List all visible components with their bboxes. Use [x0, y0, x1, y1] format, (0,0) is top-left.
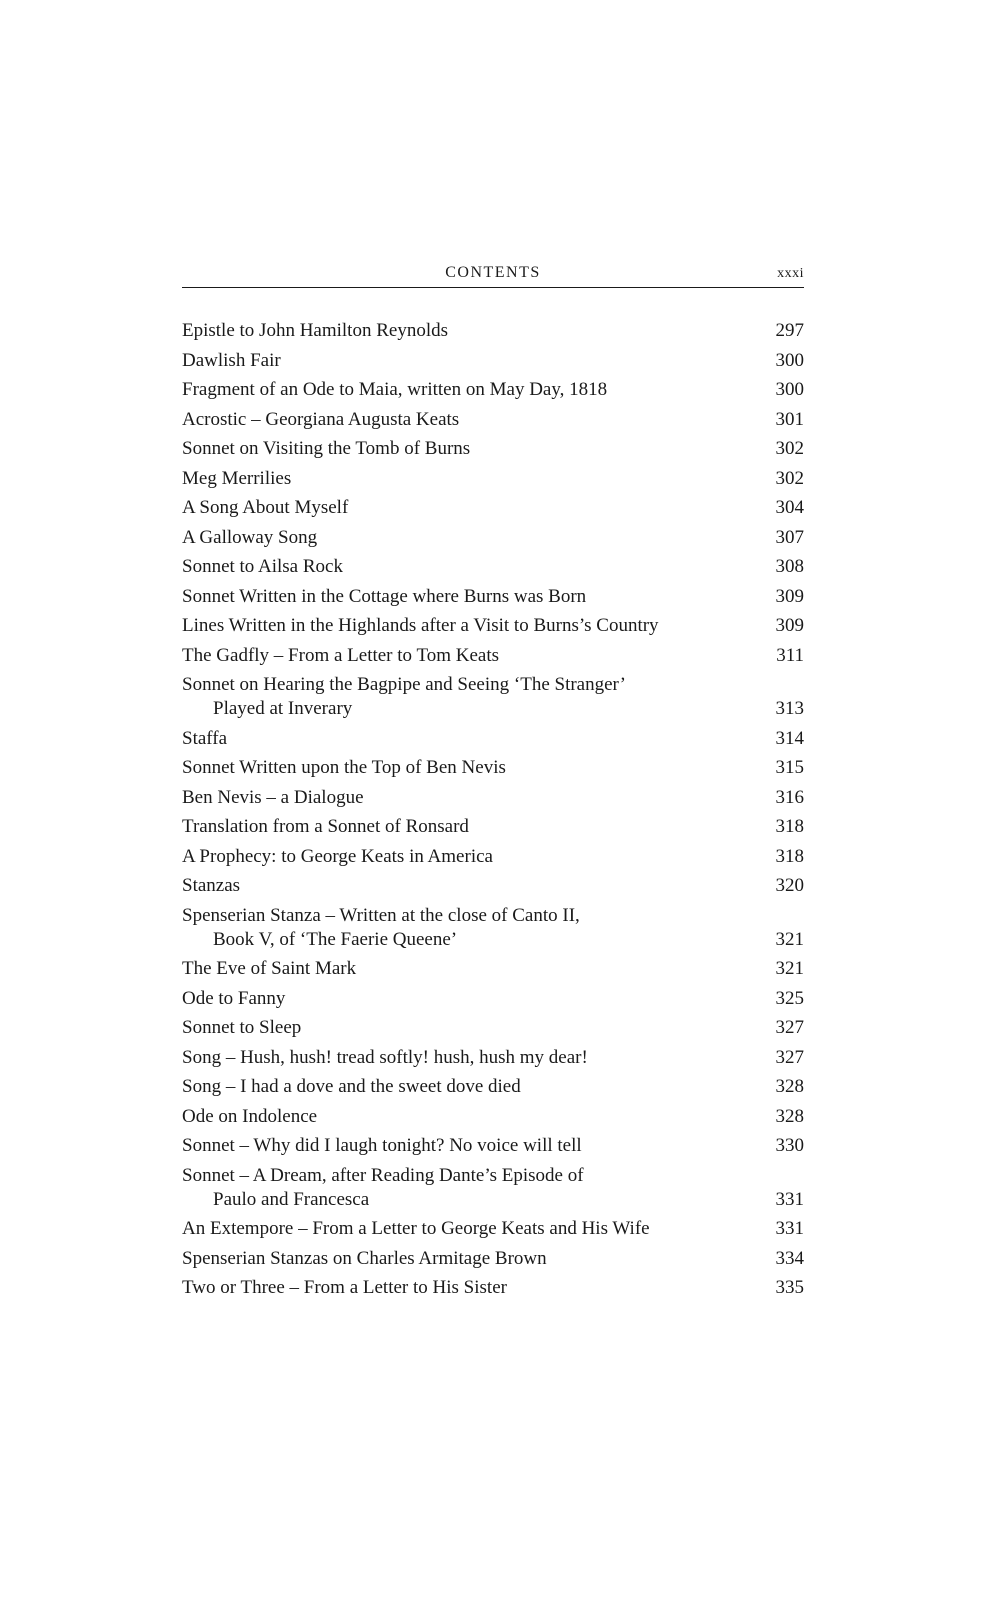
contents-entry [182, 673, 804, 721]
entry-title [182, 644, 804, 668]
entry-title [182, 526, 804, 550]
entry-title-line: Staffa [182, 727, 228, 749]
contents-entry [182, 987, 804, 1011]
entry-page-number: 301 [775, 408, 804, 430]
entry-page-number: 316 [775, 786, 804, 808]
entry-page-number: 314 [775, 727, 804, 749]
entry-title [182, 874, 804, 898]
entry-title-line: Sonnet on Visiting the Tomb of Burns [182, 438, 471, 459]
entry-page-number: 315 [775, 757, 804, 778]
entry-title-line: Fragment of an Ode to Maia, written on May Day, 1818 [182, 379, 608, 400]
entry-page-number: 308 [775, 556, 804, 577]
entry-title [182, 1247, 804, 1271]
contents-entry [182, 555, 804, 579]
entry-page-number: 320 [775, 875, 804, 896]
contents-entry [182, 467, 804, 491]
entry-title [182, 1105, 804, 1129]
entry-page-number: 331 [775, 1188, 804, 1210]
contents-entry [182, 408, 804, 432]
entry-page-number: 327 [775, 1046, 804, 1068]
entry-title-line: A Prophecy: to George Keats in America [182, 845, 493, 867]
entry-title [182, 496, 804, 520]
contents-entry [182, 1075, 804, 1099]
running-head [182, 264, 804, 288]
entry-title [182, 378, 804, 402]
contents-entry [182, 1217, 804, 1241]
entry-title-line: Translation from a Sonnet of Ronsard [182, 816, 469, 837]
entry-title [182, 437, 804, 461]
entry-title-line: An Extempore – From a Letter to George Keats and His Wife [182, 1218, 650, 1239]
contents-entry [182, 845, 804, 869]
entry-title-line: Acrostic – Georgiana Augusta Keats [182, 408, 460, 430]
entry-title [182, 1134, 804, 1158]
contents-entry [182, 874, 804, 898]
entry-title-continuation: Book V, of ‘The Faerie Queene’ [213, 928, 458, 950]
entry-page-number: 304 [775, 497, 804, 518]
entry-title [182, 1164, 804, 1212]
entry-title-continuation: Played at Inverary [213, 698, 353, 719]
entry-page-number: 297 [775, 320, 804, 341]
entry-title-line: Sonnet to Sleep [182, 1017, 302, 1038]
contents-entry [182, 585, 804, 609]
entry-page-number: 302 [775, 467, 804, 489]
entry-title-line: The Gadfly – From a Letter to Tom Keats [182, 644, 500, 666]
entry-page-number: 309 [775, 585, 804, 607]
entry-title [182, 786, 804, 810]
entry-title-line: Lines Written in the Highlands after a Visit to Burns’s Country [182, 615, 659, 636]
contents-list [182, 319, 804, 1306]
entry-title [182, 1016, 804, 1040]
entry-page-number: 325 [775, 987, 804, 1009]
entry-title-line: Spenserian Stanza – Written at the close of Canto II, [182, 904, 580, 926]
entry-title [182, 319, 804, 343]
entry-title-line: Sonnet to Ailsa Rock [182, 556, 343, 577]
entry-title-line: Sonnet on Hearing the Bagpipe and Seeing ‘The Stranger’ [182, 674, 626, 695]
entry-page-number: 300 [775, 349, 804, 371]
entry-title [182, 1217, 804, 1241]
contents-entry [182, 957, 804, 981]
entry-page-number: 321 [775, 958, 804, 979]
entry-title-line: Ode on Indolence [182, 1105, 318, 1127]
contents-entry [182, 1247, 804, 1271]
entry-title [182, 756, 804, 780]
entry-page-number: 300 [775, 379, 804, 400]
entry-title-line: Spenserian Stanzas on Charles Armitage Brown [182, 1247, 547, 1269]
entry-page-number: 318 [775, 816, 804, 837]
entry-title-line: Song – I had a dove and the sweet dove died [182, 1076, 521, 1097]
entry-title-line: The Eve of Saint Mark [182, 958, 357, 979]
entry-title [182, 673, 804, 721]
entry-title [182, 727, 804, 751]
entry-title-line: Ben Nevis – a Dialogue [182, 786, 364, 808]
contents-entry [182, 756, 804, 780]
entry-title-line: Sonnet Written upon the Top of Ben Nevis [182, 757, 506, 778]
contents-entry [182, 815, 804, 839]
entry-title [182, 585, 804, 609]
entry-title [182, 555, 804, 579]
entry-page-number: 313 [775, 698, 804, 719]
entry-title-line: A Song About Myself [182, 497, 349, 518]
entry-title [182, 408, 804, 432]
contents-entry [182, 614, 804, 638]
contents-entry [182, 1134, 804, 1158]
entry-title [182, 349, 804, 373]
entry-title [182, 1075, 804, 1099]
contents-entry [182, 727, 804, 751]
entry-title [182, 467, 804, 491]
entry-page-number: 331 [775, 1218, 804, 1239]
entry-title-line: Two or Three – From a Letter to His Sister [182, 1277, 507, 1298]
contents-entry [182, 349, 804, 373]
header-rule [182, 287, 804, 288]
entry-page-number: 328 [775, 1076, 804, 1097]
running-title: CONTENTS [445, 264, 541, 281]
entry-page-number: 327 [775, 1017, 804, 1038]
entry-title-line: Epistle to John Hamilton Reynolds [182, 320, 448, 341]
entry-title [182, 815, 804, 839]
entry-title-line: A Galloway Song [182, 526, 318, 548]
contents-entry [182, 1016, 804, 1040]
entry-title [182, 904, 804, 952]
entry-page-number: 307 [775, 526, 804, 548]
entry-title [182, 845, 804, 869]
contents-entry [182, 1105, 804, 1129]
contents-entry [182, 319, 804, 343]
contents-entry [182, 786, 804, 810]
entry-title-line: Stanzas [182, 875, 241, 896]
entry-page-number: 330 [775, 1135, 804, 1156]
entry-title-line: Sonnet – A Dream, after Reading Dante’s Episode of [182, 1164, 584, 1186]
entry-page-number: 321 [775, 928, 804, 950]
contents-entry [182, 526, 804, 550]
entry-page-number: 311 [776, 644, 804, 666]
entry-title-line: Song – Hush, hush! tread softly! hush, hush my dear! [182, 1046, 588, 1068]
page-number: xxxi [777, 266, 804, 281]
entry-title-line: Dawlish Fair [182, 349, 281, 371]
entry-title-line: Sonnet Written in the Cottage where Burns was Born [182, 585, 587, 607]
contents-entry [182, 437, 804, 461]
entry-title [182, 957, 804, 981]
contents-entry [182, 496, 804, 520]
entry-page-number: 302 [775, 438, 804, 459]
contents-entry [182, 904, 804, 952]
entry-page-number: 309 [775, 615, 804, 636]
contents-entry [182, 644, 804, 668]
entry-title-line: Meg Merrilies [182, 467, 292, 489]
entry-title-line: Ode to Fanny [182, 987, 286, 1009]
entry-page-number: 335 [775, 1277, 804, 1298]
entry-page-number: 328 [775, 1105, 804, 1127]
entry-title [182, 1276, 804, 1300]
entry-page-number: 334 [775, 1247, 804, 1269]
entry-title [182, 987, 804, 1011]
contents-entry [182, 1276, 804, 1300]
entry-title-line: Sonnet – Why did I laugh tonight? No voice will tell [182, 1135, 582, 1156]
entry-title-continuation: Paulo and Francesca [213, 1188, 370, 1210]
contents-entry [182, 1046, 804, 1070]
contents-entry [182, 378, 804, 402]
entry-title [182, 614, 804, 638]
entry-page-number: 318 [775, 845, 804, 867]
contents-entry [182, 1164, 804, 1212]
entry-title [182, 1046, 804, 1070]
